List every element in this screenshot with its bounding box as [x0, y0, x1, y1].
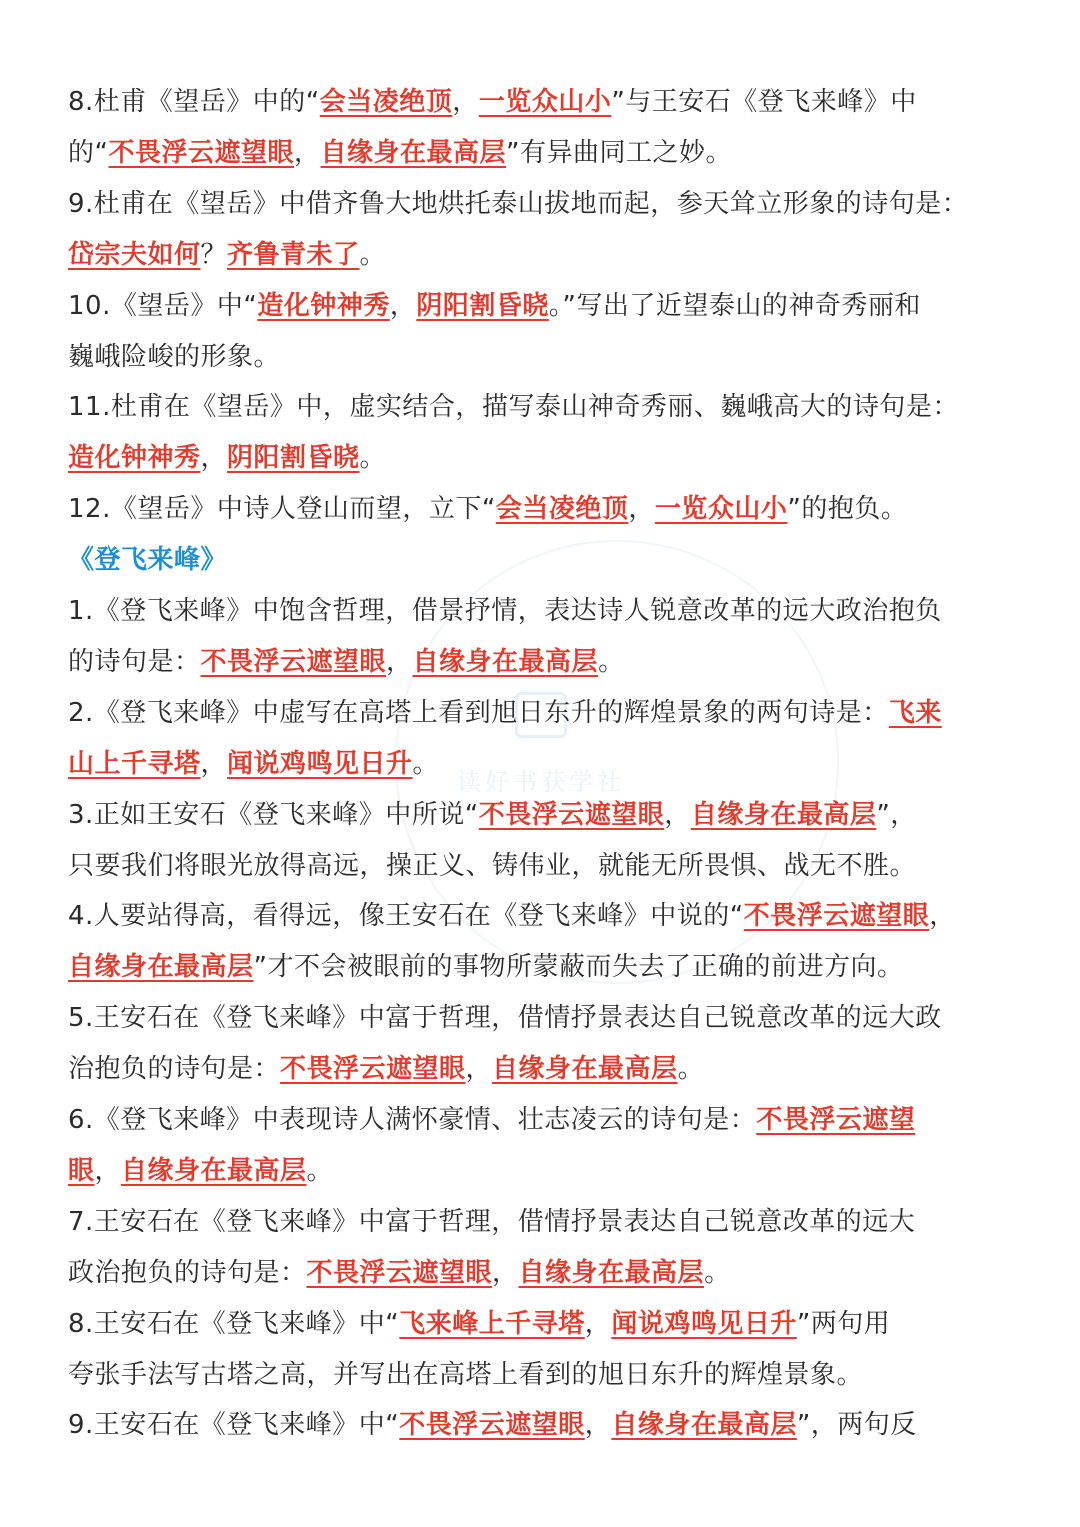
- text-line: [68, 484, 907, 534]
- answer-text: 闻说鸡鸣见日升: [611, 1308, 797, 1339]
- answer-text: 齐鲁青未了: [227, 239, 360, 270]
- answer-text: 不畏浮云遮望眼: [478, 799, 665, 830]
- answer-text: 飞来: [888, 697, 942, 728]
- question-text: 巍峨险峻的形象。: [68, 341, 281, 372]
- question-text: 11.杜甫在《望岳》中，虚实结合，描写泰山神奇秀丽、巍峨高大的诗句是：: [68, 392, 959, 423]
- question-text: 4.人要站得高，看得远，像王安石在《登飞来峰》中说的“: [68, 901, 744, 932]
- question-text: 。: [677, 1054, 705, 1085]
- question-text: 。: [359, 443, 387, 474]
- question-text: ，: [294, 137, 321, 168]
- text-line: [68, 1197, 915, 1247]
- question-text: 。: [598, 646, 625, 677]
- question-text: ”与王安石《登飞来峰》中: [611, 87, 917, 117]
- answer-text: 一览众山小: [654, 494, 788, 525]
- question-text: 9.王安石在《登飞来峰》中“: [68, 1410, 400, 1441]
- answer-text: 不畏浮云遮望眼: [108, 137, 294, 168]
- answer-text: 不畏浮云遮望眼: [306, 1257, 493, 1288]
- question-text: 5.王安石在《登飞来峰》中富于哲理，借情抒景表达自己锐意改革的远大政: [68, 1003, 942, 1034]
- question-text: 12.《望岳》中诗人登山而望，立下“: [68, 494, 496, 525]
- question-text: 。”写出了近望泰山的神奇秀丽和: [548, 290, 921, 321]
- question-text: ，: [94, 1155, 122, 1186]
- answer-text: 自缘身在最高层: [320, 137, 507, 168]
- answer-text: 自缘身在最高层: [611, 1410, 797, 1441]
- question-text: ，: [389, 290, 417, 321]
- question-text: 8.杜甫《望岳》中的“: [68, 87, 320, 117]
- question-text: ”两句用: [796, 1308, 891, 1339]
- text-line: [68, 1044, 704, 1094]
- question-text: 3.正如王安石《登飞来峰》中所说“: [68, 799, 479, 830]
- answer-text: 自缘身在最高层: [121, 1155, 307, 1186]
- answer-text: 一览众山小: [478, 87, 612, 117]
- text-line: [68, 128, 732, 178]
- question-text: 。: [359, 239, 387, 270]
- text-line: [68, 942, 904, 992]
- question-text: 夸张手法写古塔之高，并写出在高塔上看到的旭日东升的辉煌景象。: [68, 1359, 864, 1390]
- question-text: 7.王安石在《登飞来峰》中富于哲理，借情抒景表达自己锐意改革的远大: [68, 1206, 916, 1237]
- answer-text: 会当凌绝顶: [495, 494, 629, 525]
- question-text: ，: [584, 1410, 612, 1441]
- question-text: ，: [200, 443, 228, 474]
- text-line: [68, 1350, 863, 1400]
- question-text: 6.《登飞来峰》中表现诗人满怀豪情、壮志凌云的诗句是：: [68, 1105, 757, 1135]
- question-text: 。: [704, 1257, 731, 1288]
- question-text: ”的抱负。: [787, 494, 908, 525]
- answer-text: 阴阳割昏晓: [227, 443, 360, 474]
- text-line: [68, 841, 916, 891]
- text-line: [68, 1299, 890, 1349]
- answer-text: 不畏浮云遮望: [756, 1105, 916, 1135]
- answer-text: 岱宗夫如何: [68, 239, 201, 270]
- question-text: ，: [465, 1054, 493, 1085]
- text-line: [68, 1248, 731, 1298]
- question-text: ，: [664, 799, 691, 830]
- answer-text: 会当凌绝顶: [319, 87, 453, 117]
- answer-text: 阴阳割昏晓: [416, 290, 549, 321]
- question-text: ”才不会被眼前的事物所蒙蔽而失去了正确的前进方向。: [253, 952, 904, 983]
- question-text: 2.《登飞来峰》中虚写在高塔上看到旭日东升的辉煌景象的两句诗是：: [68, 697, 889, 728]
- answer-text: 闻说鸡鸣见日升: [227, 748, 413, 779]
- question-text: 的诗句是：: [68, 646, 201, 677]
- question-text: 1.《登飞来峰》中饱含哲理，借景抒情，表达诗人锐意改革的远大政治抱负: [68, 596, 942, 626]
- section-heading: [68, 535, 227, 585]
- text-line: [68, 332, 280, 382]
- question-text: 政治抱负的诗句是：: [68, 1257, 307, 1288]
- text-line: [68, 637, 625, 687]
- answer-text: 不畏浮云遮望眼: [280, 1054, 466, 1085]
- text-line: [68, 281, 921, 331]
- question-text: ，: [628, 494, 655, 525]
- question-text: 。: [306, 1155, 334, 1186]
- question-text: ，: [584, 1308, 612, 1339]
- text-line: [68, 77, 917, 127]
- text-line: [68, 891, 956, 941]
- answer-text: 自缘身在最高层: [68, 952, 254, 983]
- text-line: [68, 230, 386, 280]
- text-line: [68, 433, 386, 483]
- answer-text: 自缘身在最高层: [492, 1054, 678, 1085]
- question-text: ，: [386, 646, 413, 677]
- watermark-text: 读好书获学社: [457, 768, 625, 796]
- answer-text: 自缘身在最高层: [412, 646, 599, 677]
- answer-text: 造化钟神秀: [68, 443, 201, 474]
- question-text: 9.杜甫在《望岳》中借齐鲁大地烘托泰山拔地而起，参天耸立形象的诗句是：: [68, 188, 969, 219]
- answer-text: 自缘身在最高层: [690, 799, 877, 830]
- text-line: [68, 179, 968, 229]
- answer-text: 造化钟神秀: [257, 290, 390, 321]
- question-text: ，: [492, 1257, 519, 1288]
- question-text: 只要我们将眼光放得高远，操正义、铸伟业，就能无所畏惧、战无不胜。: [68, 850, 917, 881]
- text-line: [68, 688, 942, 738]
- text-line: [68, 1095, 915, 1145]
- question-text: 10.《望岳》中“: [68, 290, 258, 321]
- question-text: ，: [452, 87, 479, 117]
- answer-text: 眼: [68, 1155, 95, 1186]
- question-text: ”有异曲同工之妙。: [506, 137, 733, 168]
- text-line: [68, 790, 917, 840]
- question-text: ，: [200, 748, 228, 779]
- question-text: ”，: [876, 799, 917, 830]
- question-text: ，: [929, 901, 956, 932]
- answer-text: 山上千寻塔: [68, 748, 201, 779]
- text-line: [68, 1146, 333, 1196]
- question-text: ”，两句反: [796, 1410, 917, 1441]
- section-heading-text: 《登飞来峰》: [68, 545, 228, 576]
- question-text: ？: [200, 239, 228, 270]
- answer-text: 不畏浮云遮望眼: [399, 1410, 585, 1441]
- text-line: [68, 1400, 917, 1450]
- answer-text: 飞来峰上千寻塔: [399, 1308, 585, 1339]
- answer-text: 不畏浮云遮望眼: [200, 646, 387, 677]
- question-text: 。: [412, 748, 440, 779]
- question-text: 的“: [68, 137, 109, 168]
- text-line: [68, 382, 959, 432]
- text-line: [68, 993, 942, 1043]
- answer-text: 不畏浮云遮望眼: [743, 901, 930, 932]
- answer-text: 自缘身在最高层: [518, 1257, 705, 1288]
- text-line: [68, 739, 439, 789]
- text-line: [68, 586, 942, 636]
- question-text: 治抱负的诗句是：: [68, 1054, 281, 1085]
- question-text: 8.王安石在《登飞来峰》中“: [68, 1308, 400, 1339]
